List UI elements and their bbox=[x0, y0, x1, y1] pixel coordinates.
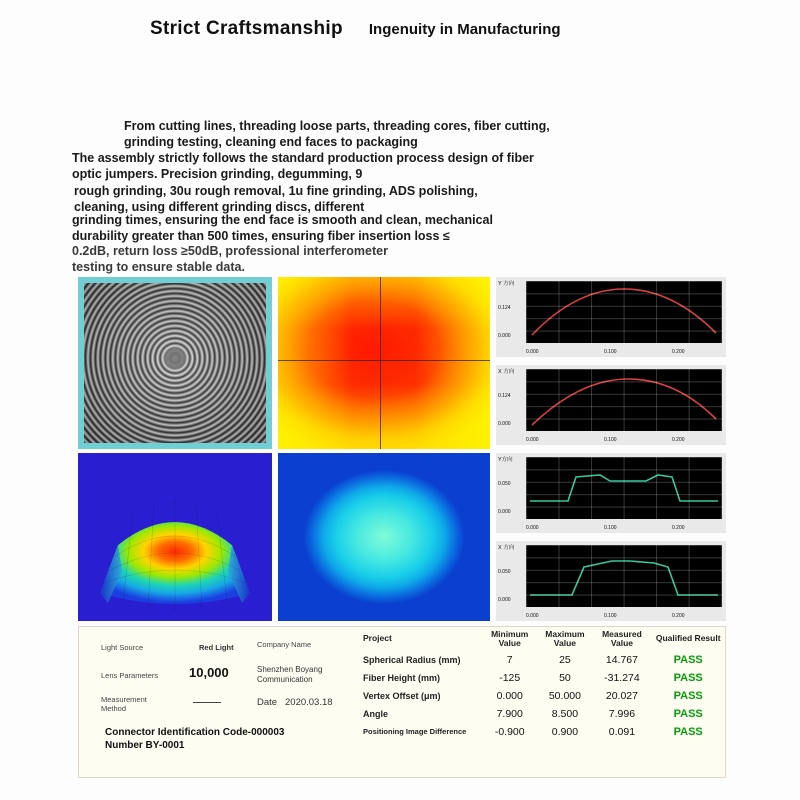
company-name-value: Shenzhen Boyang Communication bbox=[257, 665, 323, 684]
report-left-info bbox=[79, 627, 357, 777]
col-project: Project bbox=[363, 633, 392, 644]
headline bbox=[150, 18, 670, 68]
surface-plot-svg bbox=[78, 453, 272, 621]
connector-identification bbox=[105, 727, 284, 752]
lens-parameters-label: Lens Parameters bbox=[101, 671, 159, 680]
heatmap-surface bbox=[278, 277, 490, 449]
page-subtitle: Ingenuity in Manufacturing bbox=[368, 21, 561, 38]
graph-4-xtick-2: 0.200 bbox=[672, 613, 685, 619]
graph-1-xtick-1: 0.100 bbox=[604, 349, 617, 355]
graph-2-gridlines bbox=[526, 369, 722, 431]
graph-4-ytick-1: 0.000 bbox=[498, 597, 511, 603]
row-2-measured: 20.027 bbox=[605, 689, 638, 702]
col-minimum: Minimum Value bbox=[491, 629, 529, 648]
measurement-report-table bbox=[78, 626, 726, 778]
row-1-measured: -31.274 bbox=[604, 671, 640, 684]
graph-2-plot bbox=[526, 369, 722, 431]
graph-4-plot bbox=[526, 545, 722, 607]
graph-1-ytick-1: 0.000 bbox=[498, 333, 511, 339]
red-yellow-heatmap-image bbox=[278, 277, 490, 449]
row-4-result: PASS bbox=[673, 725, 703, 738]
graph-3-xtick-0: 0.000 bbox=[526, 525, 539, 531]
row-0-result: PASS bbox=[673, 653, 703, 666]
crosshair-horizontal bbox=[278, 360, 490, 361]
row-4-measured: 0.091 bbox=[608, 725, 636, 738]
graph-2-ytick-0: 0.124 bbox=[498, 393, 511, 399]
graph-panel-y-direction-1 bbox=[496, 277, 726, 357]
paragraph-2: The assembly strictly follows the standard production process design of fiber optic jumpers. Precision grinding, degumming, 9 bbox=[72, 151, 534, 181]
row-4-project: Positioning Image Difference bbox=[363, 727, 467, 737]
graph-panel-x-direction-2 bbox=[496, 541, 726, 621]
date-value: 2020.03.18 bbox=[285, 697, 333, 708]
row-3-min: 7.900 bbox=[496, 707, 523, 720]
light-source-label: Light Source bbox=[101, 643, 144, 652]
graph-3-plot bbox=[526, 457, 722, 519]
surface-plot bbox=[78, 453, 272, 621]
table-row bbox=[357, 651, 725, 669]
graph-1-gridlines bbox=[526, 281, 722, 343]
col-measured: Measured Value bbox=[602, 629, 642, 648]
row-1-min: -125 bbox=[499, 671, 521, 684]
crosshair-vertical bbox=[380, 277, 381, 449]
graph-panel-stack bbox=[496, 277, 726, 621]
row-0-project: Spherical Radius (mm) bbox=[363, 654, 461, 665]
table-row bbox=[357, 723, 725, 741]
connector-code: Connector Identification Code-000003 bbox=[105, 727, 285, 738]
paragraph-4: grinding times, ensuring the end face is smooth and clean, mechanical durability greater than 500 times, ensuring fiber insertion loss ≤ bbox=[72, 213, 493, 243]
graph-2-xtick-0: 0.000 bbox=[526, 437, 539, 443]
graph-4-xtick-1: 0.100 bbox=[604, 613, 617, 619]
date-label: Date bbox=[257, 697, 278, 708]
col-maximum: Maximum Value bbox=[545, 629, 585, 648]
row-1-max: 50 bbox=[559, 671, 571, 684]
graph-1-ylabel: Y 方向 bbox=[498, 281, 515, 287]
graph-3-xtick-2: 0.200 bbox=[672, 525, 685, 531]
table-row bbox=[357, 705, 725, 723]
graph-4-ylabel: X 方向 bbox=[498, 545, 515, 551]
row-1-result: PASS bbox=[673, 671, 703, 684]
paragraph-5: 0.2dB, return loss ≥50dB, professional interferometer testing to ensure stable data. bbox=[72, 244, 388, 274]
connector-number: Number BY-0001 bbox=[105, 739, 185, 751]
row-0-max: 25 bbox=[559, 653, 571, 666]
graph-2-xtick-2: 0.200 bbox=[672, 437, 685, 443]
measurement-method-value bbox=[193, 697, 221, 706]
row-2-result: PASS bbox=[673, 689, 703, 702]
paragraph-1: From cutting lines, threading loose parts, threading cores, fiber cutting, grinding testing, cleaning end faces to packaging bbox=[124, 119, 550, 149]
row-1-project: Fiber Height (mm) bbox=[363, 672, 441, 683]
fringe-pattern bbox=[78, 277, 272, 449]
row-2-project: Vertex Offset (μm) bbox=[363, 690, 441, 701]
graph-2-ytick-1: 0.000 bbox=[498, 421, 511, 427]
lens-parameters-value: 10,000 bbox=[189, 665, 229, 680]
graph-2-ylabel: X 方向 bbox=[498, 369, 515, 375]
graph-4-ytick-0: 0.050 bbox=[498, 569, 511, 575]
graph-3-ytick-0: 0.050 bbox=[498, 481, 511, 487]
row-2-max: 50.000 bbox=[548, 689, 581, 702]
page-title: Strict Craftsmanship bbox=[150, 18, 343, 39]
graph-3-ytick-1: 0.000 bbox=[498, 509, 511, 515]
graph-3-gridlines bbox=[526, 457, 722, 519]
graph-1-ytick-0: 0.124 bbox=[498, 305, 511, 311]
graph-1-plot bbox=[526, 281, 722, 343]
blob-surface bbox=[278, 453, 490, 621]
row-3-measured: 7.996 bbox=[608, 707, 636, 720]
graph-3-xtick-1: 0.100 bbox=[604, 525, 617, 531]
light-source-value: Red Light bbox=[199, 643, 234, 652]
row-3-result: PASS bbox=[673, 707, 703, 720]
fringe-center bbox=[84, 283, 266, 443]
paragraph-3: rough grinding, 30u rough removal, 1u fine grinding, ADS polishing, cleaning, using different grinding discs, different bbox=[74, 184, 478, 214]
row-4-max: 0.900 bbox=[551, 725, 579, 738]
graph-3-ylabel: Y方向 bbox=[498, 457, 513, 463]
row-0-measured: 14.767 bbox=[605, 653, 638, 666]
cyan-radial-heatmap-image bbox=[278, 453, 490, 621]
graph-panel-x-direction-1 bbox=[496, 365, 726, 445]
col-qualified-result: Qualified Result bbox=[655, 633, 721, 644]
graph-panel-y-direction-2 bbox=[496, 453, 726, 533]
graph-4-xtick-0: 0.000 bbox=[526, 613, 539, 619]
row-4-min: -0.900 bbox=[494, 725, 525, 738]
row-2-min: 0.000 bbox=[496, 689, 523, 702]
table-row bbox=[357, 687, 725, 705]
graph-1-xtick-0: 0.000 bbox=[526, 349, 539, 355]
table-header-row bbox=[357, 627, 725, 651]
graph-list bbox=[496, 277, 726, 621]
measurement-method-label: Measurement Method bbox=[101, 695, 147, 713]
row-3-max: 8.500 bbox=[551, 707, 579, 720]
3d-surface-plot-image bbox=[78, 453, 272, 621]
interference-fringe-image bbox=[78, 277, 272, 449]
results-table bbox=[357, 627, 725, 741]
row-3-project: Angle bbox=[363, 708, 389, 719]
table-row bbox=[357, 669, 725, 687]
graph-1-xtick-2: 0.200 bbox=[672, 349, 685, 355]
company-name-label: Company Name bbox=[257, 640, 312, 649]
graph-2-xtick-1: 0.100 bbox=[604, 437, 617, 443]
row-0-min: 7 bbox=[506, 653, 513, 666]
report-results-table bbox=[357, 627, 725, 777]
graph-4-gridlines bbox=[526, 545, 722, 607]
measurement-image-grid bbox=[78, 277, 726, 622]
